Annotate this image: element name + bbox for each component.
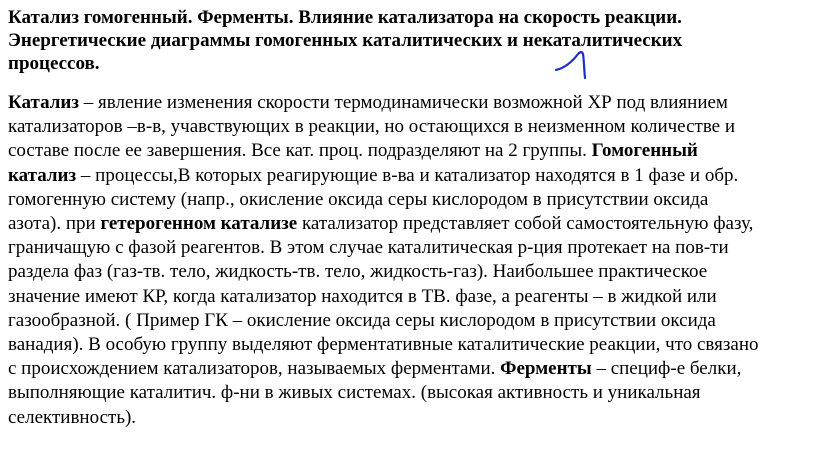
text-line (8, 164, 828, 188)
text-span: с происхождением катализаторов, называемых ферментами. (8, 358, 501, 380)
text-line: гомогенную систему (напр., окисление оксида серы кислородом в присутствии оксида (8, 188, 709, 210)
term-heterogeneous: гетерогенном катализе (100, 213, 298, 235)
text-line: значение имеют КР, когда катализатор находится в ТВ. фазе, а реагенты – в жидкой или (8, 285, 717, 307)
text-line: газообразной. ( Пример ГК – окисление оксида серы кислородом в присутствии оксида (8, 309, 716, 331)
heading-line-3: процессов. (8, 53, 100, 74)
cut-off-next-line (8, 464, 828, 472)
text-line: катализаторов –в-в, учавствующих в реакции, но остающихся в неизменном количестве и (8, 116, 736, 138)
text-line: раздела фаз (газ-тв. тело, жидкость-тв. тело, жидкость-газ). Наибольшее практическое (8, 261, 708, 283)
text-span: азота). при (8, 213, 101, 235)
text-line (8, 91, 828, 115)
document-page (8, 6, 828, 430)
heading-line-1: Катализ гомогенный. Ферменты. Влияние катализатора на скорость реакции. (8, 7, 682, 28)
text-line: выполняющие каталитич. ф-ни в живых системах. (высокая активность и уникальная (8, 382, 701, 404)
text-span: – явление изменения скорости термодинамически возможной ХР под влиянием (79, 92, 728, 113)
text-span: составе после ее завершения. Все кат. проц. подразделяют на 2 группы. (8, 140, 592, 162)
text-line: ванадия). В особую группу выделяют ферментативные каталитические реакции, что связано (8, 334, 759, 356)
term-enzymes: Ферменты (500, 358, 592, 380)
text-span: – специф-е белки, (591, 358, 742, 380)
heading-line-2: Энергетические диаграммы гомогенных каталитических и некаталитических (8, 30, 683, 51)
text-line: селективность). (8, 406, 137, 428)
text-line (8, 212, 828, 236)
document-heading (8, 6, 828, 75)
text-span: – процессы,В которых реагирующие в-ва и катализатор находятся в 1 фазе и обр. (76, 164, 739, 186)
text-line (8, 139, 828, 163)
term-catalysis: Катализ (8, 92, 80, 113)
term-catalysis-2: катализ (8, 164, 77, 186)
term-homogeneous: Гомогенный (591, 140, 698, 162)
text-span: катализатор представляет собой самостоятельную фазу, (297, 213, 754, 235)
text-line (8, 357, 828, 381)
text-line: граничащую с фазой реагентов. В этом случае каталитическая р-ция протекает на пов-ти (8, 237, 729, 259)
body-paragraph (8, 91, 828, 430)
